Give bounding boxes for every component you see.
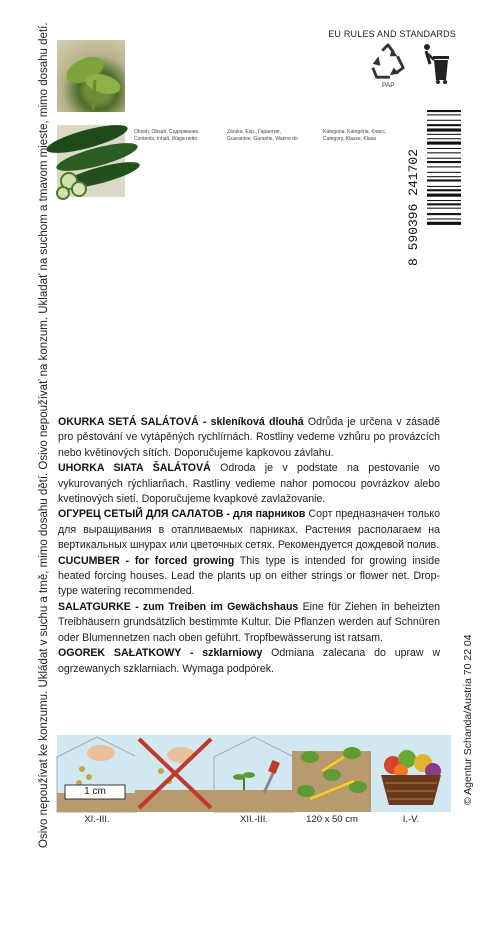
description-title: ОГУРЕЦ СЕТЫЙ ДЛЯ САЛАТОВ - для парников [58,508,306,521]
barcode-bar [427,161,461,163]
transplant-tile [214,735,294,812]
barcode-bar [427,172,461,173]
barcode-bar [427,203,461,205]
contents-label: Obsah, Obsah, Содержание, Contents, Inhalt, Waga netto [134,129,200,142]
barcode-bar [427,158,461,159]
variety-description [58,415,440,677]
barcode-bar [427,166,461,167]
barcode-bar [427,189,461,191]
barcode-bar [427,194,461,197]
harvest-tile [371,735,451,812]
pap-label: PAP [382,82,395,89]
barcode-bar [427,213,461,215]
spacing-tile [292,735,372,812]
barcode-bar [427,142,461,145]
sowing-depth-tile [57,735,137,812]
description-title: OGOREK SAŁATKOWY - szklarniowy [58,647,263,660]
category-label: Kategoria, Kategória, Класс, Category, Klasse, Klasa [323,129,387,142]
barcode-bar [427,110,461,112]
barcode-bar [427,176,461,177]
depth-label: 1 cm [84,786,106,797]
barcode-bar [427,128,461,131]
description-block [58,507,440,553]
harvest-period: I.-V. [402,814,420,825]
barcode-bar [427,124,461,126]
description-title: OKURKA SETÁ SALÁTOVÁ - skleníková dlouhá [58,416,304,428]
barcode [406,104,461,268]
barcode-bar [427,179,461,181]
sowing-period: XI.-III. [84,814,110,825]
storage-warning-text: Osivo nepoužívat ke konzumu. Ukládat v suchu a tmě, mimo dosahu dětí. Osivo nepoužívať na konzum. Ukladať na suchom a tmavom mieste, mimo dosahu detí. [38,22,50,848]
cucumber-photo [57,125,125,197]
barcode-bar [427,208,461,209]
description-block [58,415,440,461]
seedling-photo [57,40,125,112]
description-text: Odmiana zalecana do upraw w ogrzewanych szklarniach. Wymaga podpórek. [58,647,440,675]
description-block [58,554,440,600]
barcode-bar [427,200,461,201]
description-title: UHORKA SIATA ŠALÁTOVÁ [58,462,211,475]
description-title: SALATGURKE - zum Treiben im Gewächshaus [58,600,299,613]
description-text: Сорт предназначен только для выращивания в отапливаемых парниках. Растения располагаем на вертикальных шнурах или цветочных сетях. Рекомендуется дождевой полив. [58,508,441,552]
description-block [58,600,440,646]
barcode-bar [427,186,461,187]
recycle-icon [369,42,407,82]
description-block [58,461,440,507]
description-text: Eine für Ziehen in beheizten Treibhäusern grundsätzlich bestimmte Kultur. Die Pflanzen werden auf Schnüren oder Blumennetzen nach oben geführt. Tropfbewässerung ist ratsam. [58,600,440,644]
planting-period: XII.-III. [240,814,268,825]
barcode-bar [427,222,461,225]
description-title: CUCUMBER - for forced growing [58,554,235,567]
barcode-bar [427,148,461,149]
barcode-bar [427,120,461,121]
barcode-bar [427,134,461,135]
plant-spacing: 120 x 50 cm [306,814,358,825]
description-text: Odroda je v podstate na pestovanie vo vykurovaných rýchliarňach. Rastliny vedieme nahor pomocou povrázkov alebo kvetinových sietí. Doporučujeme kvapkové zavlažovanie. [58,462,440,506]
barcode-bar [427,152,461,153]
barcode-bar [427,218,461,219]
barcode-digits: 8 590396 241702 [406,148,421,266]
guarantee-label: Záruka, Exp., Гарантия, Guarantee, Garantie, Ważne do [227,129,298,142]
description-text: Odrůda je určena v zásadě pro pěstování ve vytápěných rychlírnách. Rostliny vedeme vzhůru po provázcích nebo květinových sítích. Doporučujeme kapkovou závlahu. [58,416,440,459]
description-text: This type is intended for growing inside heated forcing houses. Lead the plants up on either strings or flower net. Drop-type watering recommended. [58,554,440,598]
barcode-bar [427,138,461,139]
copyright-text: © Agentur Schanda/Austria 70 22 04 [462,634,474,805]
no-outdoor-sowing-tile [135,735,215,812]
eu-standards-title: EU RULES AND STANDARDS [328,29,456,39]
trash-bin-icon [414,42,454,86]
barcode-bar [427,114,461,115]
description-block [58,646,440,677]
